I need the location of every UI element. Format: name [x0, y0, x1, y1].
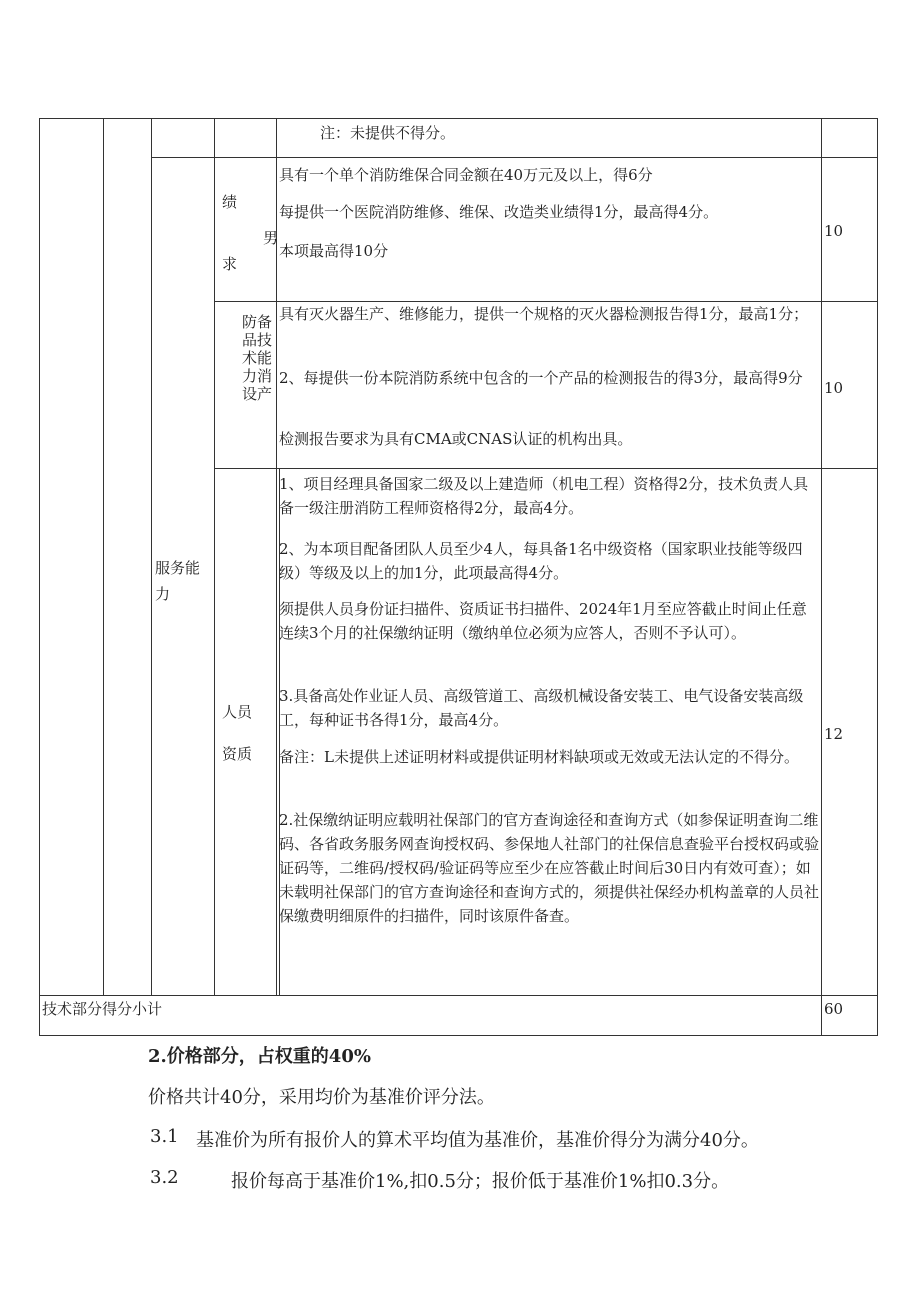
staff-para-1: 1、项目经理具备国家二级及以上建造师（机电工程）资格得2分，技术负责人具备一级注册消防工程师资格得2分，最高4分。 [279, 475, 809, 517]
staff-para-3: 须提供人员身份证扫描件、资质证书扫描件、2024年1月至应答截止时间止任意连续3个月的社保缴纳证明（缴纳单位必须为应答人，否则不予认可）。 [279, 600, 807, 642]
note-text: 注：未提供不得分。 [320, 124, 456, 142]
perf-score: 10 [824, 222, 844, 240]
col2-divider [151, 118, 152, 995]
table-right-border [877, 118, 878, 1036]
table-left-border [39, 118, 40, 1036]
perf-line-1: 具有一个单个消防维保合同金额在40万元及以上，得6分 [279, 166, 653, 184]
col1-divider [103, 118, 104, 995]
price-item-1-number: 3.1 [150, 1126, 179, 1147]
staff-para-5: 备注：L未提供上述证明材料或提供证明材料缺项或无效或无法认定的不得分。 [279, 748, 799, 766]
staff-score: 12 [824, 725, 844, 743]
table-top-border [39, 118, 878, 119]
service-capability-category: 服务能力 [155, 559, 201, 603]
table-bottom-border [39, 1035, 878, 1036]
equip-para-3: 检测报告要求为具有CMA或CNAS认证的机构出具。 [279, 430, 633, 448]
subtotal-label: 技术部分得分小计 [42, 1000, 163, 1018]
price-section-heading: 2.价格部分，占权重的40% [148, 1046, 371, 1067]
perf-label-c: 求 [222, 255, 238, 273]
row-divider-equip [214, 468, 878, 469]
perf-label-a: 绩 [222, 193, 238, 211]
staff-para-4: 3.具备高处作业证人员、高级管道工、高级机械设备安装工、电气设备安装高级工，每种证书各得1分，最高4分。 [279, 687, 804, 729]
staff-para-6: 2.社保缴纳证明应载明社保部门的官方查询途径和查询方式（如参保证明查询二维码、各省政务服务网查询授权码、参保地人社部门的社保信息查验平台授权码或验证码等，二维码/授权码/验证码等应至少在应答截止时间后30日内有效可查）；如未载明社保部门的官方查询途径和查询方式的，须提供社保经办机构盖章的人员社保缴费明细原件的扫描件，同时该原件备查。 [279, 811, 820, 925]
price-line-1: 价格共计40分，采用均价为基准价评分法。 [148, 1087, 495, 1108]
staff-para-2: 2、为本项目配备团队人员至少4人，每具备1名中级资格（国家职业技能等级四级）等级及以上的加1分，此项最高得4分。 [279, 540, 803, 582]
equip-label: 防备品技术能力消设产 [241, 313, 272, 403]
row-divider-subtotal [39, 995, 878, 996]
equip-score: 10 [824, 379, 844, 397]
row-divider-perf [214, 301, 878, 302]
price-item-1-text: 基准价为所有报价人的算术平均值为基准价，基准价得分为满分40分。 [196, 1130, 759, 1151]
perf-label-b: 男 [263, 229, 279, 247]
equip-para-2: 2、每提供一份本院消防系统中包含的一个产品的检测报告的得3分，最高得9分 [279, 369, 803, 387]
col3-divider [214, 118, 215, 995]
price-item-2-number: 3.2 [150, 1167, 179, 1188]
staff-label-a: 人员 [222, 703, 253, 721]
score-col-divider [821, 118, 822, 1036]
price-item-2-text: 报价每高于基准价1%,扣0.5分；报价低于基准价1%扣0.3分。 [231, 1171, 730, 1192]
staff-label-b: 资质 [222, 745, 253, 763]
perf-line-3: 本项最高得10分 [279, 242, 389, 260]
row-divider-note [151, 157, 878, 158]
perf-line-2: 每提供一个医院消防维修、维保、改造类业绩得1分，最高得4分。 [279, 203, 719, 221]
equip-para-1: 具有灭火器生产、维修能力，提供一个规格的灭火器检测报告得1分，最高1分； [279, 305, 809, 323]
subtotal-score: 60 [824, 1000, 844, 1018]
